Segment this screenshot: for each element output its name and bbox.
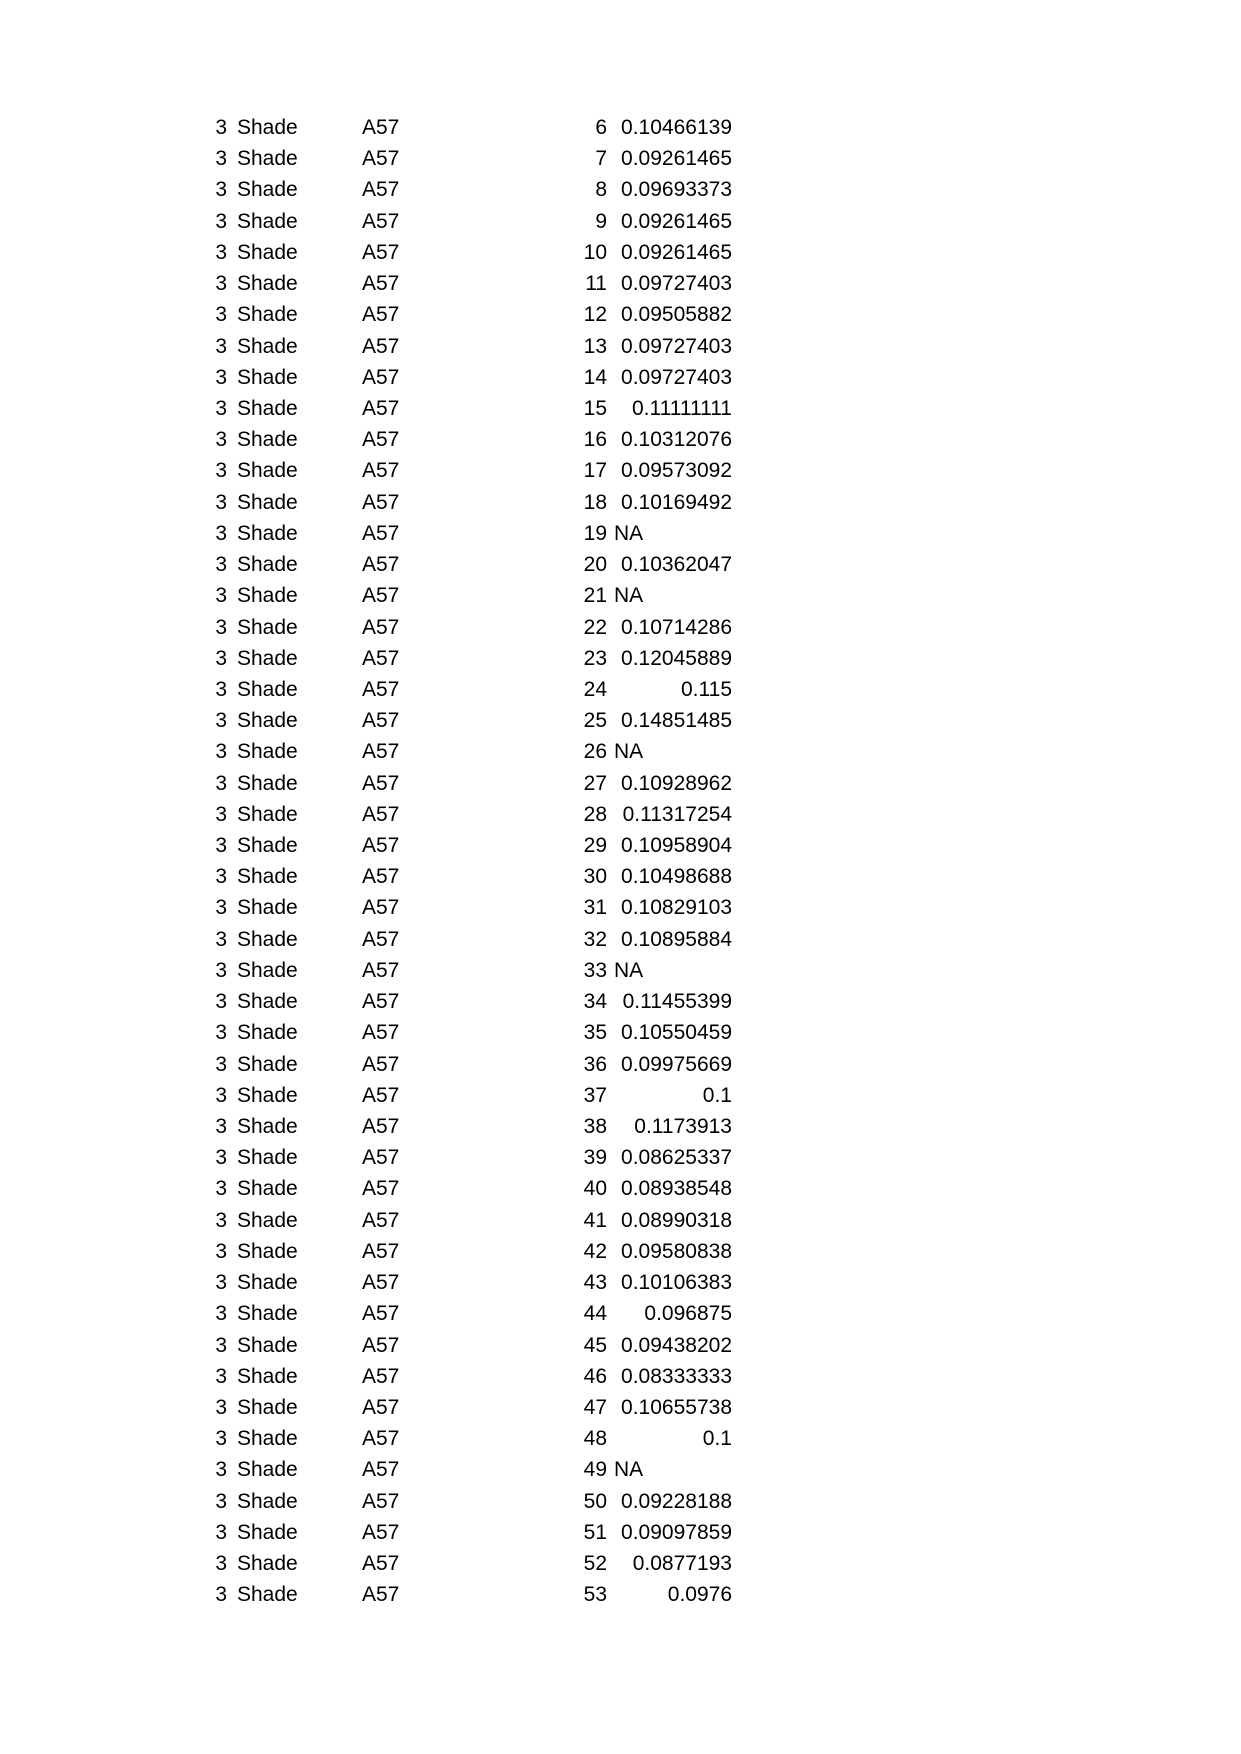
cell-group-number: 3 (215, 990, 227, 1014)
cell-treatment: Shade (237, 896, 298, 920)
cell-day-number: 10 (583, 240, 607, 264)
cell-treatment: Shade (237, 646, 298, 670)
cell-group-number: 3 (215, 1364, 227, 1388)
cell-treatment: Shade (237, 927, 298, 951)
cell-plot-id: A57 (362, 428, 400, 452)
cell-value: 0.09693373 (621, 178, 732, 202)
cell-plot-id: A57 (362, 1520, 400, 1544)
cell-treatment: Shade (237, 240, 298, 264)
cell-day-number: 42 (583, 1239, 607, 1263)
cell-day-number: 46 (583, 1364, 607, 1388)
cell-day-number: 23 (583, 646, 607, 670)
cell-value: 0.11317254 (622, 802, 732, 826)
cell-value: 0.096875 (644, 1302, 732, 1326)
cell-value: 0.11111111 (631, 396, 732, 420)
cell-group-number: 3 (215, 1489, 227, 1513)
table-row (0, 861, 737, 892)
cell-group-number: 3 (215, 1239, 227, 1263)
table-row (0, 1142, 737, 1173)
table-row (0, 268, 737, 299)
cell-group-number: 3 (215, 240, 227, 264)
cell-group-number: 3 (215, 334, 227, 358)
cell-plot-id: A57 (362, 396, 400, 420)
cell-value: NA (614, 958, 644, 982)
table-row (0, 643, 737, 674)
cell-group-number: 3 (215, 802, 227, 826)
cell-group-number: 3 (215, 646, 227, 670)
cell-day-number: 14 (583, 365, 607, 389)
cell-value: 0.10362047 (621, 553, 732, 577)
cell-plot-id: A57 (362, 771, 400, 795)
cell-day-number: 18 (583, 490, 607, 514)
cell-value: 0.0976 (667, 1583, 732, 1607)
cell-treatment: Shade (237, 1552, 298, 1576)
cell-group-number: 3 (215, 1458, 227, 1482)
table-row (0, 612, 737, 643)
cell-value: 0.10829103 (621, 896, 732, 920)
table-row (0, 1454, 737, 1485)
table-row (0, 1049, 737, 1080)
cell-plot-id: A57 (362, 240, 400, 264)
table-row (0, 1579, 737, 1610)
cell-treatment: Shade (237, 958, 298, 982)
cell-plot-id: A57 (362, 646, 400, 670)
cell-group-number: 3 (215, 927, 227, 951)
cell-plot-id: A57 (362, 1458, 400, 1482)
cell-plot-id: A57 (362, 1146, 400, 1170)
cell-day-number: 49 (583, 1458, 607, 1482)
cell-day-number: 43 (583, 1271, 607, 1295)
cell-day-number: 26 (583, 740, 607, 764)
cell-treatment: Shade (237, 178, 298, 202)
cell-value: 0.09261465 (621, 147, 732, 171)
cell-plot-id: A57 (362, 1583, 400, 1607)
cell-plot-id: A57 (362, 1177, 400, 1201)
table-row (0, 237, 737, 268)
cell-value: 0.10498688 (621, 865, 732, 889)
table-row (0, 1267, 737, 1298)
cell-plot-id: A57 (362, 802, 400, 826)
cell-day-number: 32 (583, 927, 607, 951)
table-row (0, 799, 737, 830)
cell-treatment: Shade (237, 334, 298, 358)
cell-day-number: 53 (583, 1583, 607, 1607)
cell-value: 0.10655738 (621, 1395, 732, 1419)
cell-plot-id: A57 (362, 834, 400, 858)
cell-group-number: 3 (215, 1208, 227, 1232)
cell-plot-id: A57 (362, 1052, 400, 1076)
cell-treatment: Shade (237, 116, 298, 139)
cell-group-number: 3 (215, 428, 227, 452)
cell-treatment: Shade (237, 1146, 298, 1170)
cell-plot-id: A57 (362, 709, 400, 733)
cell-value: 0.09975669 (621, 1052, 732, 1076)
cell-day-number: 52 (583, 1552, 607, 1576)
cell-value: 0.1 (702, 1083, 732, 1107)
cell-treatment: Shade (237, 1021, 298, 1045)
cell-group-number: 3 (215, 178, 227, 202)
cell-treatment: Shade (237, 459, 298, 483)
cell-value: 0.10550459 (621, 1021, 732, 1045)
cell-plot-id: A57 (362, 1208, 400, 1232)
table-row (0, 549, 737, 580)
cell-value: 0.10714286 (621, 615, 732, 639)
cell-value: NA (614, 740, 644, 764)
cell-treatment: Shade (237, 1177, 298, 1201)
cell-treatment: Shade (237, 272, 298, 296)
cell-plot-id: A57 (362, 490, 400, 514)
cell-treatment: Shade (237, 1395, 298, 1419)
cell-value: NA (614, 584, 644, 608)
table-row (0, 955, 737, 986)
cell-treatment: Shade (237, 428, 298, 452)
table-row (0, 830, 737, 861)
cell-plot-id: A57 (362, 1489, 400, 1513)
cell-value: 0.1173913 (634, 1115, 732, 1138)
cell-day-number: 6 (595, 116, 607, 139)
cell-day-number: 21 (583, 584, 607, 608)
cell-treatment: Shade (237, 553, 298, 577)
cell-day-number: 38 (583, 1115, 607, 1138)
cell-value: 0.115 (681, 677, 732, 701)
cell-value: 0.09261465 (621, 209, 732, 233)
table-row (0, 986, 737, 1017)
cell-value: 0.09727403 (621, 272, 732, 296)
cell-day-number: 28 (583, 802, 607, 826)
cell-value: 0.09228188 (621, 1489, 732, 1513)
cell-group-number: 3 (215, 615, 227, 639)
cell-plot-id: A57 (362, 334, 400, 358)
table-row (0, 299, 737, 330)
cell-value: 0.10895884 (621, 927, 732, 951)
cell-treatment: Shade (237, 584, 298, 608)
table-row (0, 331, 737, 362)
cell-treatment: Shade (237, 740, 298, 764)
cell-value: 0.11455399 (622, 990, 732, 1014)
cell-day-number: 47 (583, 1395, 607, 1419)
cell-plot-id: A57 (362, 303, 400, 327)
cell-value: 0.08990318 (621, 1208, 732, 1232)
cell-plot-id: A57 (362, 178, 400, 202)
cell-day-number: 39 (583, 1146, 607, 1170)
cell-treatment: Shade (237, 802, 298, 826)
cell-day-number: 19 (583, 521, 607, 545)
cell-day-number: 12 (583, 303, 607, 327)
cell-day-number: 25 (583, 709, 607, 733)
cell-day-number: 50 (583, 1489, 607, 1513)
cell-value: 0.09580838 (621, 1239, 732, 1263)
cell-group-number: 3 (215, 1520, 227, 1544)
cell-day-number: 15 (583, 396, 607, 420)
table-row (0, 487, 737, 518)
cell-day-number: 33 (583, 958, 607, 982)
cell-group-number: 3 (215, 771, 227, 795)
cell-group-number: 3 (215, 147, 227, 171)
table-row (0, 362, 737, 393)
cell-day-number: 41 (583, 1208, 607, 1232)
table-row (0, 674, 737, 705)
cell-group-number: 3 (215, 116, 227, 139)
table-row (0, 1111, 737, 1142)
cell-day-number: 44 (583, 1302, 607, 1326)
cell-value: 0.08333333 (621, 1364, 732, 1388)
cell-value: 0.1 (702, 1427, 732, 1451)
cell-group-number: 3 (215, 740, 227, 764)
cell-treatment: Shade (237, 1364, 298, 1388)
cell-treatment: Shade (237, 865, 298, 889)
table-row (0, 1330, 737, 1361)
cell-group-number: 3 (215, 303, 227, 327)
cell-group-number: 3 (215, 1271, 227, 1295)
cell-treatment: Shade (237, 396, 298, 420)
cell-day-number: 30 (583, 865, 607, 889)
cell-day-number: 37 (583, 1083, 607, 1107)
table-row (0, 1017, 737, 1048)
cell-group-number: 3 (215, 1021, 227, 1045)
cell-group-number: 3 (215, 396, 227, 420)
cell-day-number: 27 (583, 771, 607, 795)
cell-value: NA (614, 1458, 644, 1482)
cell-plot-id: A57 (362, 1427, 400, 1451)
cell-day-number: 31 (583, 896, 607, 920)
table-row (0, 518, 737, 549)
table-row (0, 1361, 737, 1392)
cell-plot-id: A57 (362, 584, 400, 608)
table-row (0, 206, 737, 237)
cell-value: 0.09727403 (621, 365, 732, 389)
cell-day-number: 36 (583, 1052, 607, 1076)
table-row (0, 924, 737, 955)
cell-value: 0.0877193 (632, 1552, 732, 1576)
cell-treatment: Shade (237, 1115, 298, 1138)
table-row (0, 1486, 737, 1517)
cell-plot-id: A57 (362, 990, 400, 1014)
table-row (0, 1298, 737, 1329)
table-row (0, 768, 737, 799)
cell-value: 0.10928962 (621, 771, 732, 795)
cell-day-number: 24 (583, 677, 607, 701)
cell-plot-id: A57 (362, 209, 400, 233)
cell-group-number: 3 (215, 490, 227, 514)
cell-value: 0.09505882 (621, 303, 732, 327)
cell-treatment: Shade (237, 615, 298, 639)
cell-treatment: Shade (237, 1489, 298, 1513)
cell-value: 0.09097859 (621, 1520, 732, 1544)
cell-day-number: 40 (583, 1177, 607, 1201)
cell-plot-id: A57 (362, 1333, 400, 1357)
cell-treatment: Shade (237, 1458, 298, 1482)
cell-value: 0.08938548 (621, 1177, 732, 1201)
cell-plot-id: A57 (362, 1239, 400, 1263)
cell-plot-id: A57 (362, 1021, 400, 1045)
table-row (0, 1236, 737, 1267)
cell-treatment: Shade (237, 990, 298, 1014)
table-row (0, 580, 737, 611)
cell-plot-id: A57 (362, 553, 400, 577)
cell-day-number: 7 (595, 147, 607, 171)
cell-value: 0.10466139 (621, 116, 732, 139)
cell-value: 0.14851485 (621, 709, 732, 733)
table-row (0, 1205, 737, 1236)
cell-treatment: Shade (237, 147, 298, 171)
cell-plot-id: A57 (362, 1271, 400, 1295)
cell-day-number: 13 (583, 334, 607, 358)
cell-plot-id: A57 (362, 896, 400, 920)
cell-plot-id: A57 (362, 677, 400, 701)
cell-group-number: 3 (215, 958, 227, 982)
cell-treatment: Shade (237, 1333, 298, 1357)
cell-group-number: 3 (215, 1333, 227, 1357)
table-row (0, 1080, 737, 1111)
cell-group-number: 3 (215, 865, 227, 889)
cell-day-number: 20 (583, 553, 607, 577)
cell-value: 0.10958904 (621, 834, 732, 858)
cell-group-number: 3 (215, 1115, 227, 1138)
cell-plot-id: A57 (362, 1083, 400, 1107)
cell-value: 0.09573092 (621, 459, 732, 483)
table-row (0, 1548, 737, 1579)
cell-day-number: 17 (583, 459, 607, 483)
cell-group-number: 3 (215, 365, 227, 389)
cell-treatment: Shade (237, 1271, 298, 1295)
cell-group-number: 3 (215, 1146, 227, 1170)
cell-group-number: 3 (215, 834, 227, 858)
cell-treatment: Shade (237, 1239, 298, 1263)
cell-plot-id: A57 (362, 272, 400, 296)
cell-value: 0.10312076 (621, 428, 732, 452)
table-row (0, 705, 737, 736)
table-row (0, 736, 737, 767)
cell-plot-id: A57 (362, 365, 400, 389)
cell-group-number: 3 (215, 677, 227, 701)
cell-plot-id: A57 (362, 958, 400, 982)
table-row (0, 393, 737, 424)
cell-group-number: 3 (215, 1177, 227, 1201)
cell-value: 0.09727403 (621, 334, 732, 358)
cell-group-number: 3 (215, 1302, 227, 1326)
cell-day-number: 16 (583, 428, 607, 452)
cell-day-number: 51 (583, 1520, 607, 1544)
cell-plot-id: A57 (362, 615, 400, 639)
cell-value: 0.10169492 (621, 490, 732, 514)
cell-group-number: 3 (215, 1052, 227, 1076)
cell-treatment: Shade (237, 677, 298, 701)
cell-value: 0.10106383 (621, 1271, 732, 1295)
cell-value: 0.12045889 (621, 646, 732, 670)
cell-day-number: 45 (583, 1333, 607, 1357)
cell-value: 0.09261465 (621, 240, 732, 264)
cell-day-number: 22 (583, 615, 607, 639)
cell-plot-id: A57 (362, 147, 400, 171)
cell-plot-id: A57 (362, 459, 400, 483)
cell-group-number: 3 (215, 709, 227, 733)
cell-treatment: Shade (237, 1083, 298, 1107)
cell-treatment: Shade (237, 209, 298, 233)
cell-plot-id: A57 (362, 1302, 400, 1326)
table-row (0, 455, 737, 486)
cell-group-number: 3 (215, 1395, 227, 1419)
cell-group-number: 3 (215, 521, 227, 545)
cell-value: 0.09438202 (621, 1333, 732, 1357)
cell-plot-id: A57 (362, 521, 400, 545)
cell-plot-id: A57 (362, 116, 400, 139)
cell-plot-id: A57 (362, 927, 400, 951)
cell-treatment: Shade (237, 1208, 298, 1232)
cell-group-number: 3 (215, 584, 227, 608)
cell-group-number: 3 (215, 209, 227, 233)
cell-group-number: 3 (215, 1583, 227, 1607)
cell-treatment: Shade (237, 1052, 298, 1076)
cell-group-number: 3 (215, 1427, 227, 1451)
cell-plot-id: A57 (362, 1364, 400, 1388)
cell-treatment: Shade (237, 521, 298, 545)
cell-day-number: 48 (583, 1427, 607, 1451)
cell-group-number: 3 (215, 553, 227, 577)
cell-treatment: Shade (237, 771, 298, 795)
cell-group-number: 3 (215, 272, 227, 296)
cell-plot-id: A57 (362, 740, 400, 764)
table-row (0, 1173, 737, 1204)
cell-day-number: 34 (583, 990, 607, 1014)
cell-plot-id: A57 (362, 1115, 400, 1138)
cell-group-number: 3 (215, 896, 227, 920)
cell-treatment: Shade (237, 303, 298, 327)
table-row (0, 174, 737, 205)
cell-day-number: 11 (585, 272, 607, 296)
cell-plot-id: A57 (362, 1552, 400, 1576)
cell-treatment: Shade (237, 365, 298, 389)
cell-treatment: Shade (237, 709, 298, 733)
table-row (0, 424, 737, 455)
table-row (0, 1517, 737, 1548)
cell-treatment: Shade (237, 1520, 298, 1544)
cell-plot-id: A57 (362, 1395, 400, 1419)
data-table (0, 112, 737, 1611)
table-row (0, 1392, 737, 1423)
cell-value: 0.08625337 (621, 1146, 732, 1170)
cell-day-number: 29 (583, 834, 607, 858)
table-row (0, 1423, 737, 1454)
cell-plot-id: A57 (362, 865, 400, 889)
table-row (0, 112, 737, 143)
cell-treatment: Shade (237, 1427, 298, 1451)
cell-day-number: 35 (583, 1021, 607, 1045)
cell-treatment: Shade (237, 834, 298, 858)
cell-day-number: 8 (595, 178, 607, 202)
table-row (0, 143, 737, 174)
cell-group-number: 3 (215, 1083, 227, 1107)
table-row (0, 892, 737, 923)
cell-treatment: Shade (237, 490, 298, 514)
cell-group-number: 3 (215, 459, 227, 483)
cell-treatment: Shade (237, 1583, 298, 1607)
cell-value: NA (614, 521, 644, 545)
cell-treatment: Shade (237, 1302, 298, 1326)
cell-day-number: 9 (595, 209, 607, 233)
cell-group-number: 3 (215, 1552, 227, 1576)
